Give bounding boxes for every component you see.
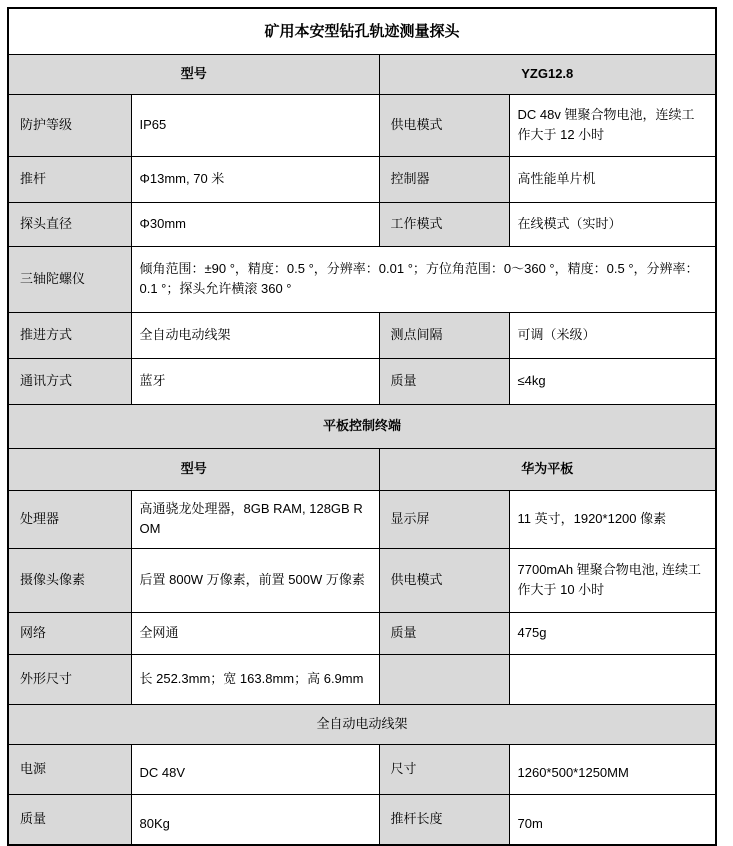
spec-label: 工作模式 xyxy=(379,202,509,246)
spec-table xyxy=(7,7,717,846)
table-row xyxy=(8,744,716,794)
spec-value: 蓝牙 xyxy=(131,358,379,404)
table-row xyxy=(8,490,716,548)
spec-value: 全自动电动线架 xyxy=(131,312,379,358)
spec-label: 三轴陀螺仪 xyxy=(8,246,131,312)
tablet-title-row xyxy=(8,404,716,448)
spec-value: 80Kg xyxy=(131,794,379,845)
table-row xyxy=(8,548,716,612)
table-row xyxy=(8,794,716,845)
spec-value: 高通骁龙处理器，8GB RAM, 128GB ROM xyxy=(131,490,379,548)
spec-label: 质量 xyxy=(379,358,509,404)
spec-label: 质量 xyxy=(8,794,131,845)
spec-value: 475g xyxy=(509,612,716,654)
spec-value: 在线模式（实时） xyxy=(509,202,716,246)
table-row xyxy=(8,202,716,246)
probe-model-value: YZG12.8 xyxy=(379,54,716,94)
spec-label: 推进方式 xyxy=(8,312,131,358)
spec-value: DC 48v 锂聚合物电池，连续工作大于 12 小时 xyxy=(509,94,716,156)
spec-label: 电源 xyxy=(8,744,131,794)
spec-label: 通讯方式 xyxy=(8,358,131,404)
spec-label: 外形尺寸 xyxy=(8,654,131,704)
table-row xyxy=(8,312,716,358)
spec-label: 网络 xyxy=(8,612,131,654)
spec-label: 质量 xyxy=(379,612,509,654)
gyro-row xyxy=(8,246,716,312)
tablet-model-row xyxy=(8,448,716,490)
spec-value: 后置 800W 万像素，前置 500W 万像素 xyxy=(131,548,379,612)
probe-model-label: 型号 xyxy=(8,54,379,94)
spec-label: 推杆长度 xyxy=(379,794,509,845)
spec-label: 尺寸 xyxy=(379,744,509,794)
spec-value: ≤4kg xyxy=(509,358,716,404)
spec-value: 全网通 xyxy=(131,612,379,654)
spec-value: 可调（米级） xyxy=(509,312,716,358)
spec-value: 11 英寸，1920*1200 像素 xyxy=(509,490,716,548)
probe-title: 矿用本安型钻孔轨迹测量探头 xyxy=(8,8,716,54)
spec-label: 摄像头像素 xyxy=(8,548,131,612)
spec-value: 高性能单片机 xyxy=(509,156,716,202)
table-row xyxy=(8,94,716,156)
probe-title-row xyxy=(8,8,716,54)
spec-label: 测点间隔 xyxy=(379,312,509,358)
spec-value: DC 48V xyxy=(131,744,379,794)
spec-label: 探头直径 xyxy=(8,202,131,246)
tablet-model-value: 华为平板 xyxy=(379,448,716,490)
spec-value: Φ30mm xyxy=(131,202,379,246)
spec-value: 70m xyxy=(509,794,716,845)
spec-label: 防护等级 xyxy=(8,94,131,156)
spec-value: IP65 xyxy=(131,94,379,156)
spec-label-empty xyxy=(379,654,509,704)
probe-model-row xyxy=(8,54,716,94)
spec-label: 推杆 xyxy=(8,156,131,202)
spec-value: Φ13mm, 70 米 xyxy=(131,156,379,202)
spec-label: 显示屏 xyxy=(379,490,509,548)
spec-label: 处理器 xyxy=(8,490,131,548)
tablet-model-label: 型号 xyxy=(8,448,379,490)
spec-value-empty xyxy=(509,654,716,704)
spec-label: 供电模式 xyxy=(379,94,509,156)
spec-label: 控制器 xyxy=(379,156,509,202)
spec-value: 7700mAh 锂聚合物电池, 连续工作大于 10 小时 xyxy=(509,548,716,612)
spec-label: 供电模式 xyxy=(379,548,509,612)
table-row xyxy=(8,358,716,404)
tablet-title: 平板控制终端 xyxy=(8,404,716,448)
table-row xyxy=(8,156,716,202)
gyro-spec-value: 倾角范围：±90 °，精度：0.5 °，分辨率：0.01 °；方位角范围：0～360 °，精度：0.5 °，分辨率：0.1 °；探头允许横滚 360 ° xyxy=(131,246,716,312)
table-row xyxy=(8,654,716,704)
frame-title-row xyxy=(8,704,716,744)
table-row xyxy=(8,612,716,654)
spec-value: 长 252.3mm；宽 163.8mm；高 6.9mm xyxy=(131,654,379,704)
spec-value: 1260*500*1250MM xyxy=(509,744,716,794)
frame-title: 全自动电动线架 xyxy=(8,704,716,744)
